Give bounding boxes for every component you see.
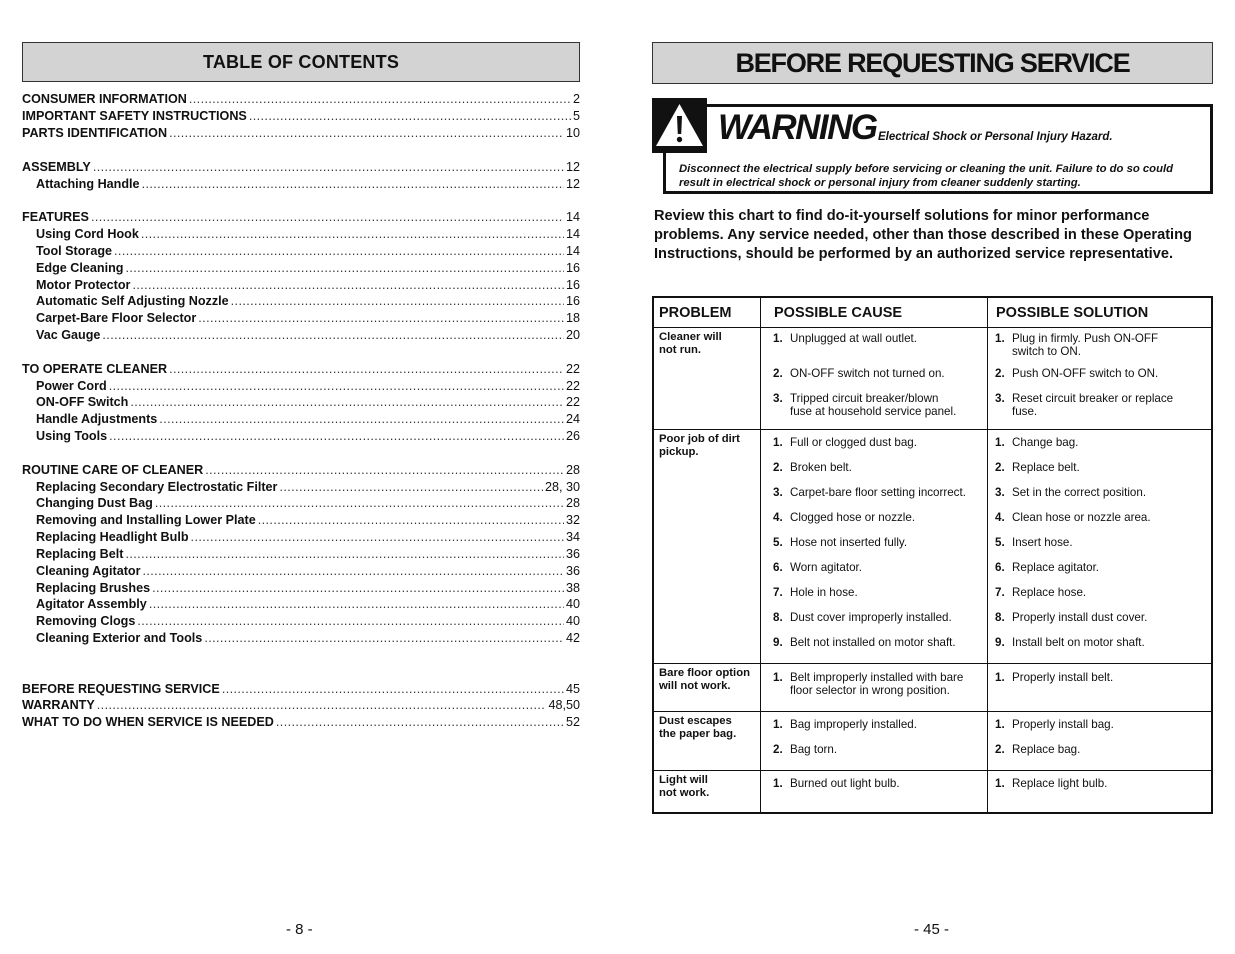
toc-entry (22, 311, 580, 328)
item-text: Clogged hose or nozzle. (790, 511, 916, 524)
page-title: BEFORE REQUESTING SERVICE (652, 42, 1213, 84)
toc-leader-dots (231, 294, 564, 308)
toc-leader-dots (97, 698, 547, 712)
item-text: Dust cover improperly installed. (790, 611, 952, 624)
toc-entry (22, 614, 580, 631)
toc-entry (22, 109, 580, 126)
toc-entry-label: WARRANTY (22, 698, 95, 712)
toc-entry-page: 28 (565, 496, 580, 510)
item-text: Full or clogged dust bag. (790, 436, 917, 449)
toc-entry (22, 126, 580, 143)
solution-item (995, 637, 1211, 650)
toc-entry (22, 227, 580, 244)
warning-word: WARNING (718, 108, 877, 147)
cause-item (773, 719, 985, 732)
toc-leader-dots (109, 379, 564, 393)
item-number: 1. (995, 718, 1005, 731)
toc-entry-label: Replacing Belt (36, 547, 124, 561)
toc-leader-dots (159, 412, 564, 426)
toc-entry (22, 429, 580, 446)
toc-entry-label: Attaching Handle (36, 177, 140, 191)
item-number: 7. (773, 586, 783, 599)
toc-entry-label: Handle Adjustments (36, 412, 158, 426)
item-text: Plug in firmly. Push ON-OFF switch to ON. (1012, 332, 1159, 358)
toc-leader-dots (222, 682, 564, 696)
toc-leader-dots (279, 480, 543, 494)
item-text: Set in the correct position. (1012, 486, 1147, 499)
toc-entry-page: 22 (565, 362, 580, 376)
toc-leader-dots (114, 244, 564, 258)
toc-leader-dots (93, 160, 564, 174)
toc-leader-dots (137, 614, 564, 628)
exclamation-triangle-icon (652, 98, 707, 153)
toc-entry-page: 26 (565, 429, 580, 443)
toc-entry (22, 328, 580, 345)
toc-entry-label: Carpet-Bare Floor Selector (36, 311, 197, 325)
right-page-number: - 45 - (914, 921, 950, 938)
toc-leader-dots (125, 547, 564, 561)
toc-entry-label: Using Tools (36, 429, 108, 443)
cause-item (773, 778, 985, 791)
toc-entry (22, 362, 580, 379)
cause-item (773, 393, 985, 418)
toc-entry-page: 5 (572, 109, 580, 123)
item-text: Insert hose. (1012, 536, 1073, 549)
cause-item (773, 333, 985, 346)
toc-entry-label: FEATURES (22, 210, 89, 224)
item-text: Bag improperly installed. (790, 718, 917, 731)
solution-item (995, 537, 1211, 550)
item-text: Replace agitator. (1012, 561, 1100, 574)
toc-entry-label: IMPORTANT SAFETY INSTRUCTIONS (22, 109, 247, 123)
toc-entry-page: 36 (565, 564, 580, 578)
item-number: 4. (995, 511, 1005, 524)
toc-entry-label: Changing Dust Bag (36, 496, 153, 510)
toc-entry (22, 177, 580, 194)
item-number: 3. (995, 486, 1005, 499)
solution-item (995, 744, 1211, 757)
toc-entry-label: PARTS IDENTIFICATION (22, 126, 168, 140)
item-number: 2. (773, 743, 783, 756)
item-text: Properly install belt. (1012, 671, 1114, 684)
toc-leader-dots (258, 513, 564, 527)
problem-cell: Bare floor option will not work. (659, 667, 750, 692)
toc-leader-dots (155, 496, 564, 510)
toc-entry-label: WHAT TO DO WHEN SERVICE IS NEEDED (22, 715, 274, 729)
toc-entry-label: ROUTINE CARE OF CLEANER (22, 463, 204, 477)
item-number: 1. (995, 671, 1005, 684)
toc-entry-page: 52 (565, 715, 580, 729)
problem-cell: Poor job of dirt pickup. (659, 433, 740, 458)
row-divider (654, 663, 1211, 664)
cause-item (773, 368, 985, 381)
item-number: 5. (773, 536, 783, 549)
solution-item (995, 672, 1211, 685)
toc-entry (22, 513, 580, 530)
toc-entry-page: 18 (565, 311, 580, 325)
toc-entry-page: 45 (565, 682, 580, 696)
toc-entry (22, 715, 580, 732)
item-text: Unplugged at wall outlet. (790, 332, 917, 345)
toc-leader-dots (198, 311, 564, 325)
toc-leader-dots (276, 715, 564, 729)
row-divider (654, 770, 1211, 771)
toc-entry-label: Motor Protector (36, 278, 131, 292)
toc-entry (22, 581, 580, 598)
toc-entry (22, 412, 580, 429)
cause-item (773, 562, 985, 575)
cause-item (773, 744, 985, 757)
toc-leader-dots (189, 92, 571, 106)
toc-entry-page: 28 (565, 463, 580, 477)
toc-entry-page: 12 (565, 177, 580, 191)
toc-entry-page: 14 (565, 210, 580, 224)
toc-leader-dots (204, 631, 564, 645)
header-problem: PROBLEM (659, 305, 732, 321)
toc-entry-page: 10 (565, 126, 580, 140)
header-possible-solution: POSSIBLE SOLUTION (996, 305, 1149, 321)
item-number: 9. (773, 636, 783, 649)
item-number: 1. (773, 332, 783, 345)
cause-item (773, 672, 985, 697)
item-number: 1. (773, 436, 783, 449)
header-divider (654, 327, 1211, 328)
toc-entry-label: Tool Storage (36, 244, 113, 258)
toc-entry-label: CONSUMER INFORMATION (22, 92, 187, 106)
item-text: Belt not installed on motor shaft. (790, 636, 956, 649)
toc-entry-page: 24 (565, 412, 580, 426)
toc-entry-page: 16 (565, 294, 580, 308)
toc-entry-label: Removing and Installing Lower Plate (36, 513, 256, 527)
row-divider (654, 711, 1211, 712)
toc-entry-label: Removing Clogs (36, 614, 136, 628)
item-number: 1. (995, 777, 1005, 790)
toc-entry-page: 22 (565, 395, 580, 409)
toc-entry-page: 16 (565, 278, 580, 292)
item-text: Push ON-OFF switch to ON. (1012, 367, 1159, 380)
toc-entry (22, 698, 580, 715)
item-text: Tripped circuit breaker/blown fuse at household service panel. (790, 392, 957, 418)
cause-item (773, 612, 985, 625)
toc-entry (22, 92, 580, 109)
toc-entry-label: Power Cord (36, 379, 107, 393)
item-number: 2. (995, 743, 1005, 756)
toc-entry-label: Replacing Secondary Electrostatic Filter (36, 480, 278, 494)
toc-entry-page: 14 (565, 244, 580, 258)
toc-entry (22, 547, 580, 564)
toc-entry-label: BEFORE REQUESTING SERVICE (22, 682, 220, 696)
item-number: 3. (773, 486, 783, 499)
toc-leader-dots (141, 227, 564, 241)
toc-leader-dots (130, 395, 564, 409)
toc-entry-page: 36 (565, 547, 580, 561)
toc-entry (22, 278, 580, 295)
item-text: Install belt on motor shaft. (1012, 636, 1145, 649)
toc-entry (22, 294, 580, 311)
cause-item (773, 587, 985, 600)
item-text: Carpet-bare floor setting incorrect. (790, 486, 966, 499)
cause-item (773, 437, 985, 450)
item-number: 2. (773, 367, 783, 380)
toc-entry-page: 20 (565, 328, 580, 342)
toc-entry-page: 48,50 (548, 698, 580, 712)
cause-item (773, 512, 985, 525)
toc-leader-dots (205, 463, 564, 477)
item-text: Replace bag. (1012, 743, 1081, 756)
toc-entry-label: ASSEMBLY (22, 160, 91, 174)
item-number: 8. (995, 611, 1005, 624)
column-divider (987, 298, 988, 812)
toc-entry-label: Replacing Headlight Bulb (36, 530, 189, 544)
item-number: 2. (773, 461, 783, 474)
item-number: 5. (995, 536, 1005, 549)
toc-entry (22, 480, 580, 497)
toc-leader-dots (152, 581, 564, 595)
item-text: Burned out light bulb. (790, 777, 900, 790)
toc-leader-dots (191, 530, 564, 544)
toc-entry (22, 530, 580, 547)
toc-entry-page: 40 (565, 614, 580, 628)
toc-entry-page: 34 (565, 530, 580, 544)
warning-box-left-edge (663, 152, 666, 194)
left-page-number: - 8 - (286, 921, 313, 938)
item-text: Properly install bag. (1012, 718, 1114, 731)
cause-item (773, 637, 985, 650)
toc-entry (22, 160, 580, 177)
toc-entry (22, 261, 580, 278)
toc-leader-dots (109, 429, 564, 443)
solution-item (995, 562, 1211, 575)
toc-leader-dots (102, 328, 564, 342)
column-divider (760, 298, 761, 812)
solution-item (995, 719, 1211, 732)
item-number: 3. (773, 392, 783, 405)
item-number: 1. (995, 436, 1005, 449)
toc-leader-dots (142, 564, 564, 578)
solution-item (995, 368, 1211, 381)
toc-entry-page: 42 (565, 631, 580, 645)
warning-icon-box (652, 98, 707, 153)
item-text: Hole in hose. (790, 586, 858, 599)
toc-entry-page: 2 (572, 92, 580, 106)
toc-entry-label: TO OPERATE CLEANER (22, 362, 168, 376)
toc-entry-label: Using Cord Hook (36, 227, 139, 241)
toc-entry-page: 28, 30 (544, 480, 580, 494)
toc-leader-dots (169, 362, 564, 376)
toc-entry-label: Agitator Assembly (36, 597, 147, 611)
warning-text: Disconnect the electrical supply before servicing or cleaning the unit. Failure to do so could result in electrical shock or personal injury from cleaner suddenly starting. (679, 163, 1174, 189)
toc-leader-dots (132, 278, 564, 292)
item-text: Belt improperly installed with bare floor selector in wrong position. (790, 671, 964, 697)
toc-entry (22, 631, 580, 648)
item-text: Hose not inserted fully. (790, 536, 908, 549)
toc-entry-label: Edge Cleaning (36, 261, 124, 275)
item-number: 1. (995, 332, 1005, 345)
cause-item (773, 487, 985, 500)
header-possible-cause: POSSIBLE CAUSE (774, 305, 903, 321)
item-number: 2. (995, 461, 1005, 474)
item-text: ON-OFF switch not turned on. (790, 367, 945, 380)
toc-entry-page: 40 (565, 597, 580, 611)
toc-entry-page: 12 (565, 160, 580, 174)
solution-item (995, 487, 1211, 500)
toc-entry (22, 564, 580, 581)
toc-entry-label: Cleaning Agitator (36, 564, 141, 578)
item-number: 1. (773, 671, 783, 684)
item-text: Replace light bulb. (1012, 777, 1108, 790)
item-number: 6. (995, 561, 1005, 574)
toc-leader-dots (149, 597, 564, 611)
item-number: 3. (995, 392, 1005, 405)
item-text: Worn agitator. (790, 561, 862, 574)
item-text: Change bag. (1012, 436, 1079, 449)
item-number: 8. (773, 611, 783, 624)
solution-item (995, 778, 1211, 791)
warning-subtitle: Electrical Shock or Personal Injury Hazard. (878, 131, 1113, 143)
problem-cell: Light will not work. (659, 774, 710, 799)
cause-item (773, 462, 985, 475)
item-number: 1. (773, 777, 783, 790)
toc-entry-page: 22 (565, 379, 580, 393)
problem-cell: Dust escapes the paper bag. (659, 715, 737, 740)
toc-entry (22, 210, 580, 227)
solution-item (995, 333, 1211, 358)
toc-entry (22, 244, 580, 261)
item-number: 6. (773, 561, 783, 574)
review-paragraph: Review this chart to find do-it-yourself solutions for minor performance problems. Any service needed, other than those described in these Operating Instructions, should be performed by an authorized service representative. (654, 208, 1192, 262)
solution-item (995, 587, 1211, 600)
toc-entry-page: 32 (565, 513, 580, 527)
item-number: 4. (773, 511, 783, 524)
toc-entry (22, 395, 580, 412)
toc-entry (22, 379, 580, 396)
toc-entry (22, 463, 580, 480)
toc-leader-dots (91, 210, 564, 224)
item-text: Bag torn. (790, 743, 838, 756)
item-text: Properly install dust cover. (1012, 611, 1148, 624)
item-text: Reset circuit breaker or replace fuse. (1012, 392, 1174, 418)
toc-entry-label: Cleaning Exterior and Tools (36, 631, 203, 645)
troubleshooting-table (652, 296, 1213, 814)
toc-entry-page: 16 (565, 261, 580, 275)
toc-leader-dots (142, 177, 564, 191)
solution-item (995, 393, 1211, 418)
toc-leader-dots (249, 109, 571, 123)
solution-item (995, 612, 1211, 625)
toc-entry-label: Replacing Brushes (36, 581, 151, 595)
toc-entry-label: ON-OFF Switch (36, 395, 129, 409)
row-divider (654, 429, 1211, 430)
toc-entry-page: 14 (565, 227, 580, 241)
item-number: 7. (995, 586, 1005, 599)
toc-entry (22, 496, 580, 513)
solution-item (995, 462, 1211, 475)
item-text: Broken belt. (790, 461, 852, 474)
toc-entry (22, 597, 580, 614)
toc-entry (22, 682, 580, 699)
item-text: Clean hose or nozzle area. (1012, 511, 1151, 524)
item-text: Replace hose. (1012, 586, 1087, 599)
toc-title: TABLE OF CONTENTS (22, 42, 580, 82)
toc-leader-dots (169, 126, 564, 140)
problem-cell: Cleaner will not run. (659, 331, 722, 356)
solution-item (995, 512, 1211, 525)
toc-leader-dots (125, 261, 564, 275)
toc-entry-label: Automatic Self Adjusting Nozzle (36, 294, 229, 308)
item-text: Replace belt. (1012, 461, 1080, 474)
solution-item (995, 437, 1211, 450)
item-number: 2. (995, 367, 1005, 380)
toc-entry-page: 38 (565, 581, 580, 595)
item-number: 1. (773, 718, 783, 731)
cause-item (773, 537, 985, 550)
toc-entry-label: Vac Gauge (36, 328, 101, 342)
item-number: 9. (995, 636, 1005, 649)
